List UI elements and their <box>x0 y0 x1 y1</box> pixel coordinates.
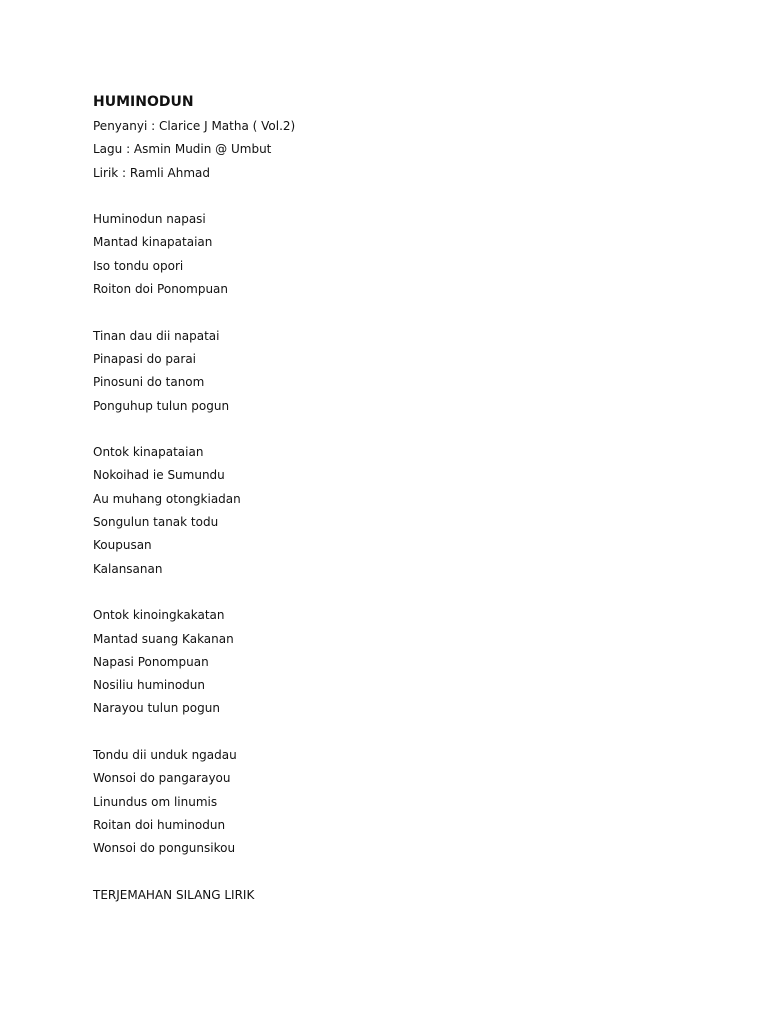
lyric-line: Pinosuni do tanom <box>93 375 205 390</box>
spacer <box>93 185 693 208</box>
lyric-line: Ponguhup tulun pogun <box>93 398 230 413</box>
lyric-line: Ontok kinoingkakatan <box>93 608 225 623</box>
lyric-line: Koupusan <box>93 538 152 553</box>
spacer <box>93 721 693 744</box>
spacer <box>93 581 693 604</box>
lyric-line: Songulun tanak todu <box>93 515 219 530</box>
spacer <box>93 861 693 884</box>
lyric-line: Napasi Ponompuan <box>93 654 209 669</box>
lyric-line: Mantad suang Kakanan <box>93 631 234 646</box>
lyric-line: Au muhang otongkiadan <box>93 491 241 506</box>
lyric-line: Ontok kinapataian <box>93 445 204 460</box>
lyric-line: Roitan doi huminodun <box>93 817 226 832</box>
stanza-4 <box>93 604 693 720</box>
lyrics-document <box>93 92 693 907</box>
lyric-line: Huminodun napasi <box>93 212 206 227</box>
lyric-line: Mantad kinapataian <box>93 235 213 250</box>
stanza-1 <box>93 208 693 301</box>
lyric-line: Iso tondu opori <box>93 258 184 273</box>
stanza-3 <box>93 441 693 581</box>
meta-composer: Lagu : Asmin Mudin @ Umbut <box>93 142 272 157</box>
meta-singer: Penyanyi : Clarice J Matha ( Vol.2) <box>93 119 296 133</box>
lyric-line: Wonsoi do pangarayou <box>93 771 231 786</box>
lyric-line: Kalansanan <box>93 561 163 576</box>
lyric-line: Narayou tulun pogun <box>93 701 220 716</box>
stanza-2 <box>93 325 693 418</box>
lyric-line: Nokoihad ie Sumundu <box>93 468 225 483</box>
song-title: HUMINODUN <box>93 94 194 110</box>
spacer <box>93 418 693 441</box>
lyric-line: Tinan dau dii napatai <box>93 328 220 343</box>
section-heading-translation: TERJEMAHAN SILANG LIRIK <box>93 887 255 902</box>
lyric-line: Pinapasi do parai <box>93 351 197 366</box>
stanza-5 <box>93 744 693 860</box>
lyric-line: Roiton doi Ponompuan <box>93 282 229 297</box>
spacer <box>93 301 693 324</box>
meta-lyricist: Lirik : Ramli Ahmad <box>93 165 210 180</box>
lyric-line: Linundus om linumis <box>93 794 218 809</box>
lyric-line: Wonsoi do pongunsikou <box>93 841 236 856</box>
lyric-line: Tondu dii unduk ngadau <box>93 748 237 763</box>
song-meta <box>93 115 693 185</box>
lyric-line: Nosiliu huminodun <box>93 678 206 693</box>
